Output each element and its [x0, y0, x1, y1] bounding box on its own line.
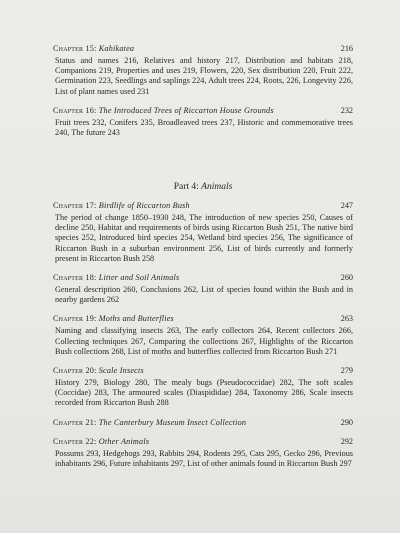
chapter-heading: Chapter 20: Scale Insects — [53, 366, 144, 376]
chapter-heading: Chapter 18: Litter and Soil Animals — [53, 273, 180, 283]
chapter-heading: Chapter 22: Other Animals — [53, 436, 150, 446]
page-number: 279 — [340, 366, 353, 376]
chapter-heading: Chapter 15: Kahikatea — [53, 44, 135, 53]
toc-entry-chapter-19 — [53, 314, 353, 357]
toc-entry-chapter-20 — [53, 366, 353, 409]
chapter-contents: The period of change 1850–1930 248, The introduction of new species 250, Causes of decline 250, Habitat and requirements of birds using Riccarton Bush 251, The native bird species 252, Introduced bird species 254, Wetland bird species 256, The significance of Riccarton Bush in a suburban environment 256, List of birds currently and formerly present in Riccarton Bush 258 — [55, 213, 353, 263]
page-number: 263 — [340, 314, 353, 324]
page-number: 260 — [340, 273, 353, 283]
chapter-heading: Chapter 16: The Introduced Trees of Riccarton House Grounds — [53, 105, 274, 115]
chapter-heading: Chapter 21: The Canterbury Museum Insect Collection — [53, 417, 247, 427]
page-number: 292 — [340, 436, 353, 446]
page-number: 216 — [340, 44, 353, 53]
chapter-heading: Chapter 19: Moths and Butterflies — [53, 314, 174, 324]
chapter-contents: Possums 293, Hedgehogs 293, Rabbits 294, Rodents 295, Cats 295, Gecko 296, Previous inhabitants 296, Future inhabitants 297, List of other animals found in Riccarton Bush 297 — [55, 448, 353, 468]
part-title: Animals — [201, 182, 233, 192]
chapter-title: Kahikatea — [98, 44, 135, 53]
chapter-contents: Status and names 216, Relatives and history 217, Distribution and habitats 218, Companions 219, Properties and uses 219, Flowers, 220, Sex distribution 220, Fruit 222, Germination 223, Seedlings and saplings 224, Adult trees 224, Roots, 226, Longevity 226, List of plant names used 231 — [55, 56, 353, 96]
part-heading: Part 4: Animals — [173, 182, 233, 192]
chapter-contents: Naming and classifying insects 263, The early collectors 264, Recent collectors 266, Collecting techniques 267, Comparing the collections 267, Highlights of the Riccarton Bush collections 268, List of moths and butterflies collected from Riccarton Bush 271 — [55, 326, 353, 356]
chapter-title: Other Animals — [98, 436, 150, 446]
chapter-title: Birdlife of Riccarton Bush — [98, 201, 190, 210]
toc-entry-chapter-15 — [53, 44, 353, 97]
toc-entry-chapter-18 — [53, 273, 353, 305]
chapter-title: The Introduced Trees of Riccarton House Grounds — [98, 105, 274, 115]
page-number: 290 — [340, 417, 353, 427]
chapter-contents: Fruit trees 232, Conifers 235, Broadleaved trees 237, Historic and commemorative trees 240, The future 243 — [55, 117, 353, 138]
chapter-heading: Chapter 17: Birdlife of Riccarton Bush — [53, 201, 190, 210]
toc-entry-chapter-17 — [53, 201, 353, 264]
chapter-contents: General description 260, Conclusions 262, List of species found within the Bush and in nearby gardens 262 — [55, 285, 353, 305]
chapter-title: Moths and Butterflies — [98, 314, 174, 324]
chapter-title: The Canterbury Museum Insect Collection — [98, 417, 247, 427]
toc-entry-chapter-22 — [53, 437, 353, 469]
page-number: 232 — [340, 105, 353, 115]
chapter-contents: History 279, Biology 280, The mealy bugs (Pseudococcidae) 282, The soft scales (Coccidae) 283, The armoured scales (Diaspididae) 284, Taxonomy 286, Scale insects recorded from Riccarton Bush 288 — [55, 378, 353, 408]
chapter-title: Scale Insects — [98, 366, 144, 376]
toc-section-animals — [53, 182, 353, 478]
toc-entry-chapter-16 — [53, 106, 353, 138]
page-number: 247 — [340, 201, 353, 210]
toc-section-plants — [53, 44, 353, 147]
chapter-title: Litter and Soil Animals — [98, 273, 180, 283]
toc-entry-chapter-21 — [53, 418, 353, 428]
